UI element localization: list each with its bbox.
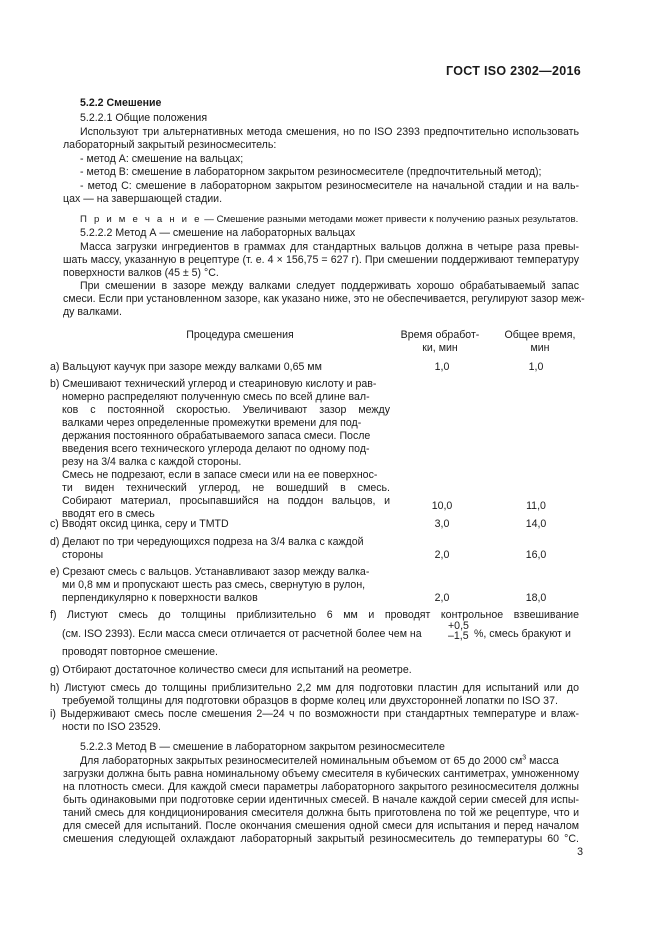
note: [80, 213, 578, 226]
list-item-h-line: требуемой толщины для подготовки образцов в форме колец или двухсторонней лопатки по ISO 37.: [62, 695, 558, 707]
table-row-line: валками через определенные промежутки времени для под-: [62, 417, 362, 429]
section-5-2-2-1-title: 5.2.2.1 Общие положения: [80, 112, 208, 124]
list-item-g: g) Отбирают достаточное количество смеси для испытаний на реометре.: [50, 664, 412, 676]
paragraph-line: шать массу, указанную в рецептуре (т. е. 4 × 156,75 = 627 г). При смешении поддерживают температуру: [63, 254, 579, 266]
table-row-line: держания постоянного обрабатываемого запаса смеси. После: [62, 430, 371, 442]
table-row-line: резу на 3/4 валка с каждой стороны.: [62, 456, 242, 468]
paragraph-line: ду валками.: [63, 306, 122, 318]
table-cell-total: 14,0: [525, 518, 547, 530]
list-item: - метод С: смешение в лабораторном закрытом резиносмесителе на начальной стадии и на валь-: [80, 180, 579, 192]
table-cell-time: 2,0: [434, 549, 450, 561]
paragraph-line: лабораторный закрытый резиносмеситель:: [63, 139, 277, 151]
table-row-line: перпендикулярно к поверхности валков: [62, 592, 258, 604]
list-item-f-line: (см. ISO 2393). Если масса смеси отличается от расчетной более чем на: [62, 628, 422, 640]
header-line: мин: [530, 342, 550, 354]
table-row-line: b) Смешивают технический углерод и стеариновую кислоту и рав-: [50, 378, 377, 390]
paragraph-line: смешения следующей охлаждают лабораторный закрытый резиносмеситель до температуры 60 °С.: [63, 833, 579, 845]
section-5-2-2-2-title: 5.2.2.2 Метод А — смешение на лабораторных вальцах: [80, 227, 356, 239]
table-cell-time: 3,0: [434, 518, 450, 530]
paragraph-line: быть одинаковыми при подготовке серии идентичных смесей. В начале каждой серии смесей для испы-: [63, 794, 579, 806]
tolerance-lower: –1,5: [448, 630, 469, 642]
table-cell-total: 11,0: [526, 500, 546, 512]
table-row-line: d) Делают по три чередующихся подреза на 3/4 валка с каждой: [50, 536, 364, 548]
table-row-line: Собирают материал, просыпавшийся на поддон вальцов, и: [62, 495, 390, 507]
paragraph-line: Используют три альтернативных метода смешения, но по ISO 2393 предпочтительно использовать: [80, 126, 579, 138]
list-item: - метод В: смешение в лабораторном закрытом резиносмесителе (предпочтительный метод);: [80, 166, 542, 178]
table-row-line: ков с постоянной скоростью. Увеличивают зазор между: [62, 404, 390, 416]
list-item-i: i) Выдерживают смесь после смешения 2—24 ч по возможности при стандартных температуре и влаж-: [50, 708, 579, 720]
tolerance-upper: +0,5: [448, 620, 469, 632]
list-item-f-line: %, смесь бракуют и: [474, 628, 571, 640]
table-row-line: е) Срезают смесь с вальцов. Устанавливают зазор между валка-: [50, 566, 370, 578]
table-cell-total: 16,0: [525, 549, 547, 561]
text: масса: [526, 755, 559, 767]
paragraph-line: поверхности валков (45 ± 5) °С.: [63, 267, 219, 279]
paragraph-line: загрузки должна быть равна номинальному объему смесителя в кубических сантиметрах, умноженному: [63, 768, 579, 780]
header-line: Общее время,: [504, 329, 576, 341]
paragraph-line: Масса загрузки ингредиентов в граммах для стандартных вальцов должна в четыре раза превы-: [80, 241, 579, 253]
note-label: П р и м е ч а н и е: [80, 214, 202, 225]
table-row-line: номерно распределяют полученную смесь по всей длине вал-: [62, 391, 370, 403]
list-item-i-line: ности по ISO 23529.: [62, 721, 161, 733]
table-cell-total: 18,0: [525, 592, 547, 604]
section-5-2-2-title: 5.2.2 Смешение: [80, 97, 162, 109]
section-5-2-2-3-title: 5.2.2.3 Метод В — смешение в лабораторном закрытом резиносмесителе: [80, 741, 445, 753]
table-row-line: Смесь не подрезают, если в запасе смеси или на ее поверхнос-: [62, 469, 378, 481]
list-item-f: f) Листуют смесь до толщины приблизительно 6 мм и проводят контрольное взвешивание: [50, 609, 579, 621]
standard-designation: ГОСТ ISO 2302—2016: [446, 64, 581, 78]
paragraph-line: смеси. Если при установленном зазоре, как указано ниже, это не обеспечивается, регулируют зазор меж-: [63, 293, 585, 305]
table-cell-time: 1,0: [434, 361, 450, 373]
page-number: 3: [577, 846, 583, 858]
table-row: а) Вальцуют каучук при зазоре между валками 0,65 мм: [50, 361, 322, 373]
table-row-line: вводят его в смесь: [62, 508, 155, 520]
note-text: — Смешение разными методами может привести к получению разных результатов.: [201, 214, 579, 225]
paragraph-line: При смешении в зазоре между валками следует поддерживать хорошо обрабатываемый запас: [80, 280, 579, 292]
table-cell-time: 10,0: [431, 500, 453, 512]
paragraph-line: таний смесь для кондиционирования смесителя должна быть приготовлена по той же рецептуре, что и: [63, 807, 579, 819]
header-line: Время обработ-: [400, 329, 480, 341]
table-header-time: [392, 329, 488, 355]
table-header-total: [492, 329, 588, 355]
list-item-f-line: проводят повторное смешение.: [62, 646, 218, 658]
paragraph-line: на плотность смеси. Для каждой смеси параметры лабораторного закрытого резиносмесителя должны: [63, 781, 579, 793]
superscript: 3: [522, 754, 527, 762]
table-header-procedure: Процедура смешения: [186, 329, 294, 341]
paragraph-line: для смесей для испытаний. После окончания смешения одной смеси для испытания и перед началом: [63, 820, 579, 832]
table-cell-total: 1,0: [528, 361, 544, 373]
table-row-line: стороны: [62, 549, 104, 561]
table-row-line: ти виден технический углерод, не вошедший в смесь.: [62, 482, 390, 494]
table-row: с) Вводят оксид цинка, серу и TMTD: [50, 518, 229, 530]
list-item-h: h) Листуют смесь до толщины приблизительно 2,2 мм для подготовки пластин для испытаний или до: [50, 682, 579, 694]
header-line: ки, мин: [422, 342, 458, 354]
table-cell-time: 2,0: [434, 592, 450, 604]
table-row-line: введения всего технического углерода делают по одному под-: [62, 443, 370, 455]
text: Для лабораторных закрытых резиносмесителей номинальным объемом от 65 до 2000 см: [80, 755, 523, 767]
tolerance-fraction: [448, 621, 469, 641]
list-item: - метод А: смешение на вальцах;: [80, 153, 244, 165]
table-row-line: ми 0,8 мм и пропускают шесть раз смесь, свернутую в рулон,: [62, 579, 366, 591]
paragraph-line: [80, 755, 559, 768]
list-item: цах — на завершающей стадии.: [63, 193, 223, 205]
